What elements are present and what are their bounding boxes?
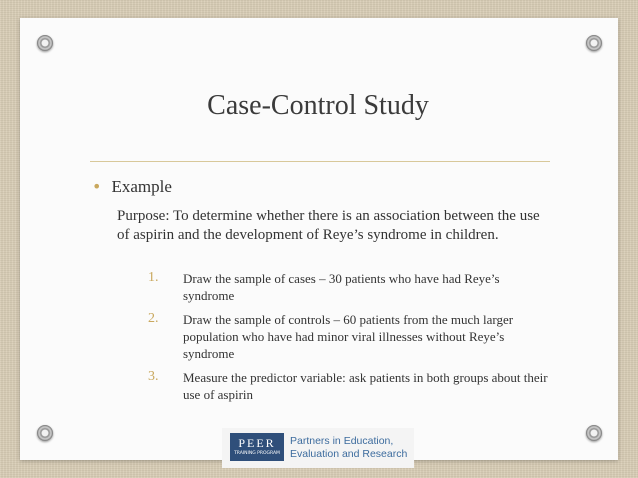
- pin-bottom-left-icon: [37, 425, 53, 441]
- purpose-text: Purpose: To determine whether there is an association between the use of aspirin and the development of Reye’s syndrome in children.: [117, 208, 540, 243]
- bullet-label: Example: [111, 177, 172, 196]
- pin-bottom-right-icon: [586, 425, 602, 441]
- step-number: 1.: [148, 270, 159, 285]
- peer-logo: [222, 428, 414, 468]
- step-text: Measure the predictor variable: ask patients in both groups about their use of aspirin: [183, 370, 548, 402]
- bullet-example: [92, 177, 172, 197]
- step-number: 2.: [148, 311, 159, 326]
- peer-logo-mark: [230, 433, 284, 461]
- step-number: 3.: [148, 369, 159, 384]
- slide-title: Case-Control Study: [207, 90, 429, 121]
- title-divider: [90, 161, 550, 162]
- peer-logo-tagline: Partners in Education, Evaluation and Research: [290, 435, 408, 460]
- step-text: Draw the sample of cases – 30 patients who have had Reye’s syndrome: [183, 271, 500, 303]
- pin-top-left-icon: [37, 35, 53, 51]
- bullet-dot-icon: •: [92, 177, 102, 196]
- step-text: Draw the sample of controls – 60 patients from the much larger population who have had minor viral illnesses without Reye’s syndrome: [183, 312, 514, 361]
- pin-top-right-icon: [586, 35, 602, 51]
- peer-logo-name: PEER: [238, 436, 276, 450]
- peer-logo-subname: TRAINING PROGRAM: [234, 451, 280, 456]
